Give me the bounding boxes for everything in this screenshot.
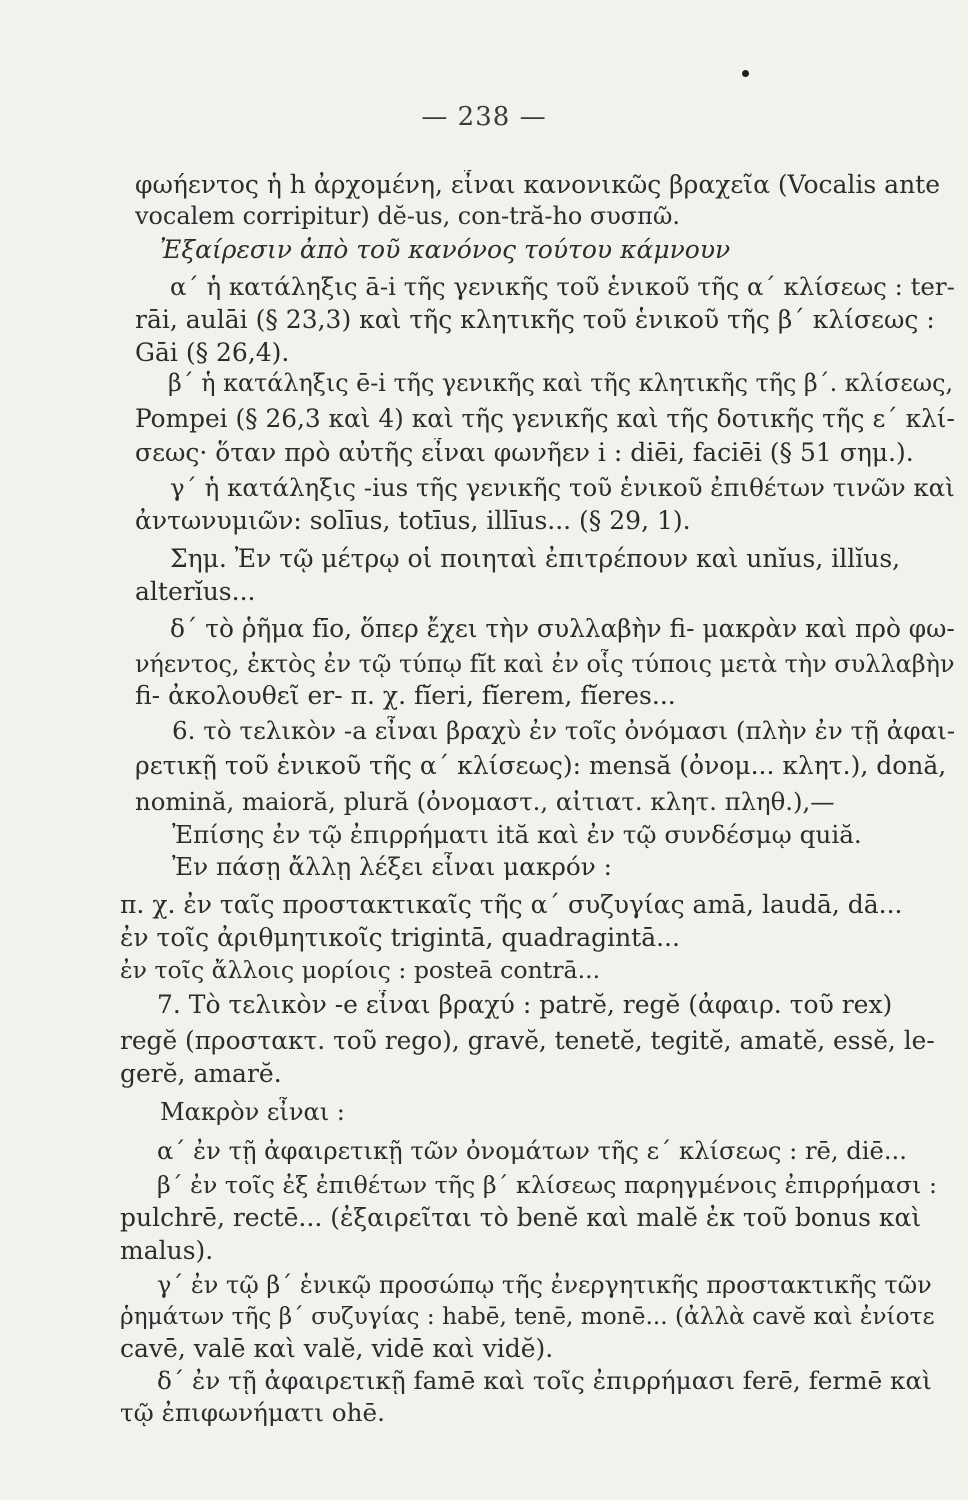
text-line: malus). (120, 1236, 214, 1265)
text-line: pulchrē, rectē... (ἐξαιρεῖται τὸ benĕ καὶ malĕ ἐκ τοῦ bonus καὶ (120, 1203, 922, 1232)
text-line: ἐν τοῖς ἀριθμητικοῖς trigintā, quadragintā... (120, 923, 680, 952)
text-line: φωήεντος ἡ h ἀρχομένη, εἶναι κανονικῶς βραχεῖα (Vocalis ante (135, 170, 941, 199)
text-line: Gāi (§ 26,4). (135, 338, 290, 367)
text-line: σεως· ὅταν πρὸ αὐτῆς εἶναι φωνῆεν i : diēi, faciēi (§ 51 σημ.). (135, 438, 914, 467)
text-line: 7. Τὸ τελικὸν -e εἶναι βραχύ : patrĕ, regĕ (ἀφαιρ. τοῦ rex) (157, 990, 893, 1019)
text-line: ἐν τοῖς ἄλλοις μορίοις : posteā contrā... (120, 956, 601, 984)
text-line: π. χ. ἐν ταῖς προστακτικαῖς τῆς α΄ συζυγίας amā, laudā, dā... (120, 890, 903, 919)
text-line: γ΄ ἡ κατάληξις -ius τῆς γενικῆς τοῦ ἑνικοῦ ἐπιθέτων τινῶν καὶ (170, 473, 955, 502)
text-line: regĕ (προστακτ. τοῦ rego), gravĕ, tenetĕ, tegitĕ, amatĕ, essĕ, le- (120, 1026, 935, 1055)
text-line: fi- ἀκολουθεῖ er- π. χ. fĭeri, fĭerem, fĭeres... (135, 681, 676, 710)
text-line: nomină, maioră, plură (ὀνομαστ., αἰτιατ. κλητ. πληθ.),— (135, 787, 835, 816)
text-line: Pompei (§ 26,3 καὶ 4) καὶ τῆς γενικῆς καὶ τῆς δοτικῆς τῆς ε΄ κλί- (135, 404, 955, 433)
text-line: gerĕ, amarĕ. (120, 1059, 282, 1088)
text-line: τῷ ἐπιφωνήματι ohē. (120, 1398, 385, 1427)
text-line: cavē, valē καὶ valĕ, vidē καὶ vidĕ). (120, 1334, 554, 1363)
text-line: Σημ. Ἐν τῷ μέτρῳ οἱ ποιηταὶ ἐπιτρέπουν καὶ unĭus, illĭus, (170, 544, 901, 573)
text-line: β΄ ἡ κατάληξις ē-i τῆς γενικῆς καὶ τῆς κλητικῆς τῆς β΄. κλίσεως, (168, 369, 954, 397)
text-line: γ΄ ἐν τῷ β΄ ἑνικῷ προσώπῳ τῆς ἐνεργητικῆς προστακτικῆς τῶν (157, 1271, 932, 1299)
text-line: Μακρὸν εἶναι : (160, 1098, 345, 1126)
ink-speck (742, 70, 749, 77)
text-line: α΄ ἐν τῇ ἀφαιρετικῇ τῶν ὀνομάτων τῆς ε΄ κλίσεως : rē, diē... (157, 1137, 907, 1165)
text-line: ἀντωνυμιῶν: solīus, totīus, illīus... (§ 29, 1). (135, 506, 691, 535)
text-line: ῥημάτων τῆς β΄ συζυγίας : habē, tenē, monē... (ἀλλὰ cavĕ καὶ ἐνίοτε (120, 1303, 935, 1330)
page-number: — 238 — (421, 102, 547, 132)
text-line: rāi, aulāi (§ 23,3) καὶ τῆς κλητικῆς τοῦ ἑνικοῦ τῆς β΄ κλίσεως : (135, 305, 935, 334)
text-line: Ἐξαίρεσιν ἀπὸ τοῦ κανόνος τούτου κάμνουν (160, 235, 731, 264)
text-line: δ΄ τὸ ῥῆμα fīo, ὅπερ ἔχει τὴν συλλαβὴν fi- μακρὰν καὶ πρὸ φω- (170, 614, 955, 643)
text-line: Ἐπίσης ἐν τῷ ἐπιρρήματι ită καὶ ἐν τῷ συνδέσμῳ quiă. (172, 820, 862, 849)
text-line: alterĭus... (135, 577, 256, 606)
text-line: ρετικῇ τοῦ ἑνικοῦ τῆς α΄ κλίσεως): mensă (ὀνομ... κλητ.), donă, (135, 751, 947, 780)
text-line: 6. τὸ τελικὸν -a εἶναι βραχὺ ἐν τοῖς ὀνόμασι (πλὴν ἐν τῇ ἀφαι- (172, 716, 956, 745)
text-line: vocalem corripitur) dĕ-us, con-tră-ho συσπῶ. (135, 202, 680, 230)
text-line: δ΄ ἐν τῇ ἀφαιρετικῇ famē καὶ τοῖς ἐπιρρήμασι ferē, fermē καὶ (157, 1366, 932, 1395)
text-line: α΄ ἡ κατάληξις ā-i τῆς γενικῆς τοῦ ἑνικοῦ τῆς α΄ κλίσεως : ter- (170, 272, 955, 301)
text-line: Ἐν πάσῃ ἄλλῃ λέξει εἶναι μακρόν : (172, 852, 612, 881)
text-line: β΄ ἐν τοῖς ἐξ ἐπιθέτων τῆς β΄ κλίσεως παρηγμένοις ἐπιρρήμασι : (157, 1171, 937, 1199)
text-line: νήεντος, ἐκτὸς ἐν τῷ τύπῳ fĭt καὶ ἐν οἷς τύποις μετὰ τὴν συλλαβὴν (135, 650, 955, 678)
